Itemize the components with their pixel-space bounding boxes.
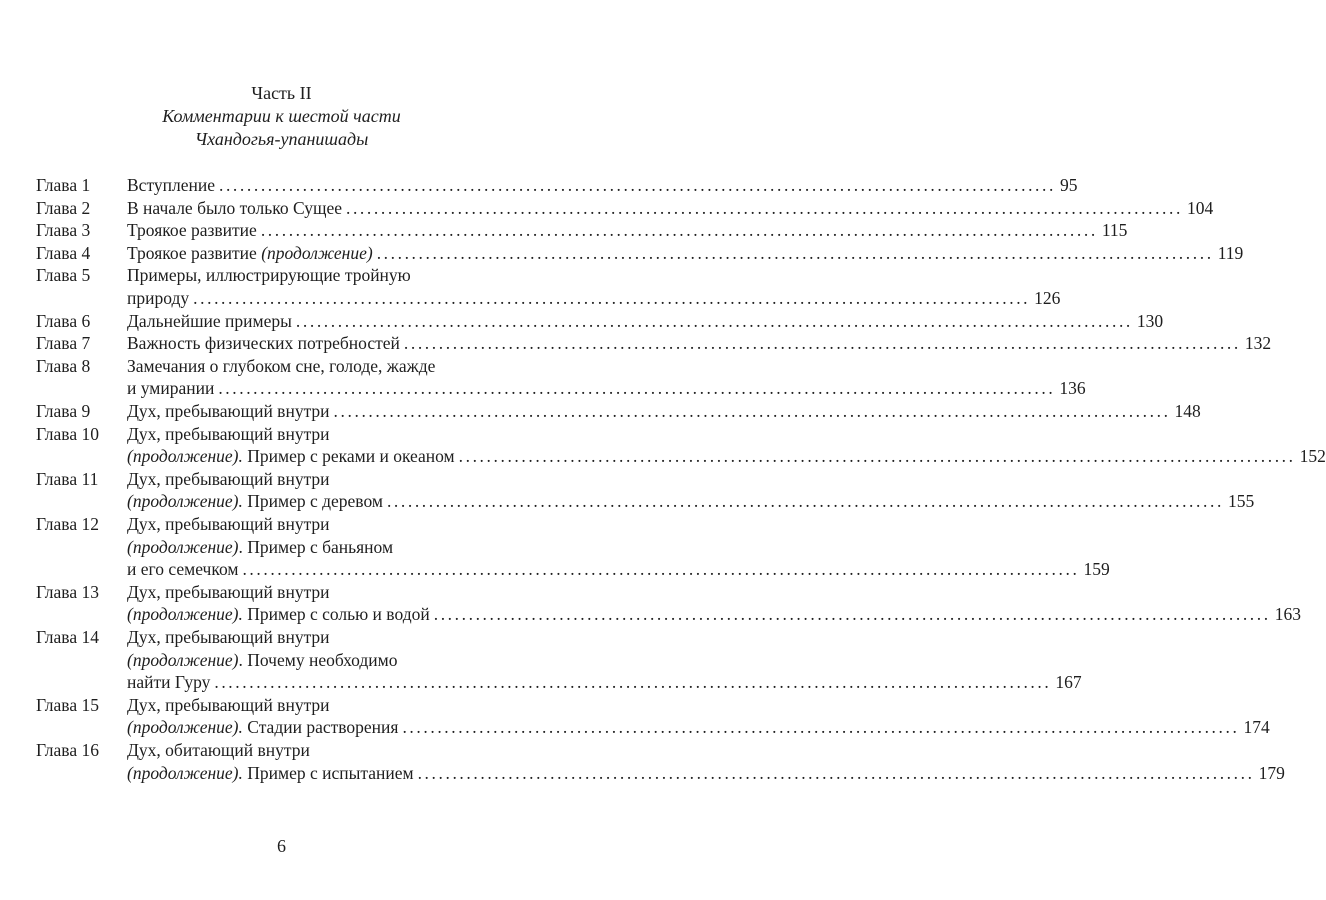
chapter-title-last-line	[127, 242, 1244, 265]
chapter-title-line: Дух, пребывающий внутри	[127, 694, 330, 715]
chapter-label: Глава 11	[36, 468, 99, 489]
chapter-title-rest: природу	[127, 287, 190, 308]
chapter-title-last-line	[127, 716, 1270, 739]
chapter-page-number: 167	[1055, 672, 1082, 693]
chapter-page-number: 104	[1186, 197, 1214, 218]
chapter-title-line: Дух, обитающий внутри	[127, 740, 310, 760]
chapter-title-rest: Стадии растворения	[242, 717, 399, 738]
dot-leader: ........................................................................................................................	[242, 559, 1080, 580]
toc-entry	[0, 400, 1201, 423]
chapter-label: Глава 12	[36, 514, 99, 534]
chapter-title-rest: Дальнейшие примеры	[127, 310, 292, 331]
dot-leader: ........................................................................................................................	[417, 762, 1255, 783]
toc-entry	[0, 264, 1061, 309]
dot-leader: ........................................................................................................................	[433, 604, 1271, 625]
toc-entry	[0, 242, 1244, 265]
toc-entry	[0, 197, 1214, 220]
chapter-title-rest: Троякое развитие	[127, 220, 257, 241]
dot-leader: ........................................................................................................................	[402, 717, 1240, 738]
chapter-title-last-line	[127, 558, 1110, 581]
chapter-label: Глава 3	[36, 220, 91, 241]
chapter-page-number: 163	[1274, 604, 1301, 625]
continuation-note: (продолжение).	[127, 446, 243, 467]
chapter-title-text	[127, 558, 238, 581]
chapter-title-rest: Пример с деревом	[242, 491, 383, 512]
continuation-note: (продолжение).	[127, 762, 243, 783]
chapter-title-line: Дух, пребывающий внутри	[127, 581, 330, 602]
chapter-title-rest: и умирании	[127, 378, 215, 399]
toc-entry	[0, 174, 1078, 197]
dot-leader: ........................................................................................................................	[403, 333, 1241, 354]
chapter-title-text	[127, 242, 373, 265]
chapter-page-number: 126	[1034, 287, 1061, 308]
toc-entry	[0, 423, 1326, 468]
chapter-title-last-line	[127, 490, 1255, 513]
chapter-page-number: 130	[1136, 310, 1164, 331]
continuation-note: (продолжение).	[127, 717, 243, 738]
part-title: Часть II	[251, 83, 312, 103]
chapter-label: Глава 9	[36, 401, 91, 421]
chapter-title-last-line	[127, 762, 1285, 785]
chapter-title-last-line	[127, 445, 1326, 468]
chapter-title-line: (продолжение). Почему необходимо	[127, 649, 398, 670]
chapter-title-rest: Троякое развитие (продолжение)	[127, 242, 373, 263]
chapter-title-line: Дух, пребывающий внутри	[127, 514, 330, 534]
toc-entry	[0, 739, 1285, 784]
chapter-title-last-line	[127, 603, 1301, 626]
chapter-label: Глава 16	[36, 740, 99, 760]
chapter-title-text	[127, 310, 292, 333]
chapter-label: Глава 14	[36, 627, 99, 647]
toc-entry	[0, 310, 1164, 333]
chapter-page-number: 132	[1244, 333, 1272, 354]
dot-leader: ........................................................................................................................	[214, 672, 1052, 693]
toc-entry	[0, 694, 1270, 739]
chapter-title-rest: Важность физических потребностей	[127, 333, 400, 354]
chapter-label: Глава 7	[36, 333, 91, 354]
chapter-label: Глава 4	[36, 242, 91, 263]
chapter-title-text	[127, 490, 383, 513]
toc-entry	[0, 468, 1255, 513]
chapter-title-text	[127, 445, 455, 468]
chapter-page-number: 155	[1227, 491, 1255, 512]
chapter-title-rest: Вступление	[127, 175, 215, 195]
chapter-title-last-line	[127, 174, 1078, 197]
chapter-title-rest: В начале было только Сущее	[127, 197, 342, 218]
continuation-note: (продолжение).	[127, 604, 243, 625]
page-number: 6	[277, 836, 286, 856]
dot-leader: ........................................................................................................................	[345, 197, 1183, 218]
chapter-page-number: 152	[1299, 446, 1326, 467]
chapter-title-text	[127, 671, 210, 694]
dot-leader: ........................................................................................................................	[260, 220, 1098, 241]
toc-entry	[0, 332, 1272, 355]
chapter-title-rest: Дух, пребывающий внутри	[127, 401, 330, 421]
chapter-title-text	[127, 762, 414, 785]
chapter-title-text	[127, 332, 400, 355]
dot-leader: ........................................................................................................................	[458, 446, 1296, 467]
dot-leader: ........................................................................................................................	[376, 242, 1214, 263]
chapter-page-number: 115	[1101, 220, 1128, 241]
chapter-title-rest: найти Гуру	[127, 672, 211, 693]
chapter-title-rest: Пример с солью и водой	[242, 604, 430, 625]
dot-leader: ........................................................................................................................	[218, 175, 1056, 195]
chapter-title-text	[127, 400, 330, 423]
chapter-title-line: Дух, пребывающий внутри	[127, 627, 330, 647]
toc-entry	[0, 581, 1301, 626]
chapter-title-last-line	[127, 310, 1164, 333]
chapter-page-number: 174	[1243, 717, 1270, 738]
dot-leader: ........................................................................................................................	[386, 491, 1224, 512]
toc-entry	[0, 626, 1082, 694]
chapter-title-rest: Пример с реками и океаном	[242, 446, 455, 467]
chapter-label: Глава 5	[36, 265, 91, 286]
chapter-page-number: 95	[1059, 175, 1078, 195]
chapter-label: Глава 15	[36, 694, 99, 715]
dot-leader: ........................................................................................................................	[193, 287, 1031, 308]
chapter-label: Глава 1	[36, 175, 91, 195]
chapter-label: Глава 8	[36, 355, 91, 376]
chapter-page-number: 179	[1258, 762, 1285, 783]
chapter-title-line: Замечания о глубоком сне, голоде, жажде	[127, 355, 436, 376]
chapter-title-last-line	[127, 219, 1128, 242]
chapter-title-last-line	[127, 400, 1201, 423]
chapter-title-text	[127, 287, 189, 310]
toc-entry	[0, 513, 1110, 581]
chapter-title-text	[127, 174, 215, 197]
chapter-page-number: 148	[1174, 401, 1201, 421]
chapter-title-line: Примеры, иллюстрирующие тройную	[127, 265, 411, 286]
chapter-title-rest: и его семечком	[127, 559, 239, 580]
part-subtitle-line-1: Комментарии к шестой части	[162, 106, 401, 126]
toc-entry	[0, 355, 1086, 400]
chapter-title-last-line	[127, 287, 1061, 310]
chapter-title-text	[127, 197, 342, 220]
continuation-note: (продолжение).	[127, 491, 243, 512]
dot-leader: ........................................................................................................................	[295, 310, 1133, 331]
chapter-title-last-line	[127, 377, 1086, 400]
chapter-title-line: (продолжение). Пример с баньяном	[127, 536, 394, 557]
chapter-title-text	[127, 716, 398, 739]
chapter-title-line: Дух, пребывающий внутри	[127, 423, 330, 444]
chapter-title-text	[127, 377, 214, 400]
chapter-page-number: 119	[1217, 242, 1244, 263]
chapter-title-text	[127, 603, 430, 626]
chapter-title-rest: Пример с испытанием	[242, 762, 414, 783]
chapter-page-number: 136	[1059, 378, 1086, 399]
chapter-label: Глава 2	[36, 197, 91, 218]
chapter-label: Глава 6	[36, 310, 91, 331]
part-subtitle-line-2: Чхандогья-упанишады	[194, 129, 369, 149]
chapter-title-last-line	[127, 671, 1082, 694]
chapter-label: Глава 10	[36, 423, 99, 444]
dot-leader: ........................................................................................................................	[218, 378, 1056, 399]
chapter-page-number: 159	[1083, 559, 1110, 580]
chapter-title-text	[127, 219, 257, 242]
chapter-title-line: Дух, пребывающий внутри	[127, 468, 330, 489]
chapter-title-last-line	[127, 197, 1214, 220]
toc-entry	[0, 219, 1128, 242]
chapter-title-last-line	[127, 332, 1272, 355]
chapter-label: Глава 13	[36, 581, 99, 602]
dot-leader: ........................................................................................................................	[333, 401, 1171, 421]
